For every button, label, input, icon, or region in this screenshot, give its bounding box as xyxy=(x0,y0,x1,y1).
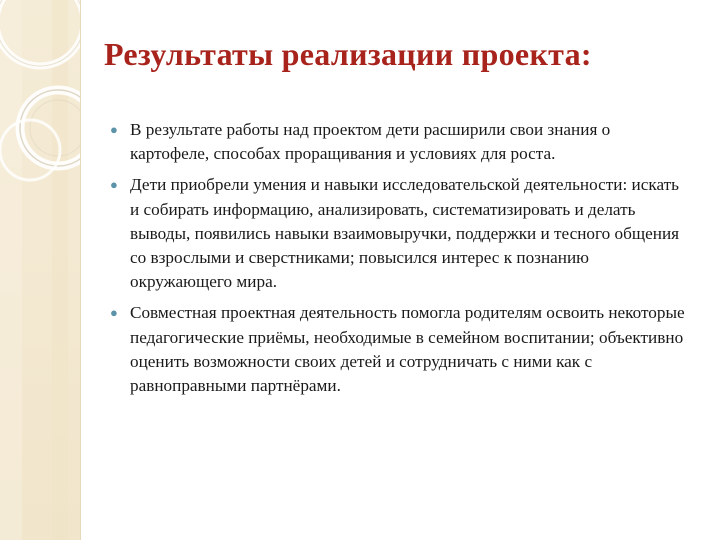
bullet-text: Дети приобрели умения и навыки исследовательской деятельности: искать и собирать информацию, анализировать, систематизировать и делать выводы, появились навыки взаимовыручки, поддержки и тесного общения со взрослыми и сверстниками; повысился интерес к познанию окружающего мира. xyxy=(130,175,680,292)
sidebar-divider xyxy=(80,0,81,540)
bullet-item xyxy=(110,173,690,294)
bullet-dot-icon: ● xyxy=(110,177,118,193)
bullet-item xyxy=(110,301,690,398)
decorative-rings xyxy=(0,0,80,540)
bullet-text: Совместная проектная деятельность помогла родителям освоить некоторые педагогические приёмы, необходимые в семейном воспитании; объективно оценить возможности своих детей и сотрудничать с ними как с равноправными партнёрами. xyxy=(130,303,685,396)
bullet-item xyxy=(110,118,690,166)
bullet-dot-icon: ● xyxy=(110,122,118,137)
bullet-dot-icon: ● xyxy=(110,305,118,321)
bullet-text: В результате работы над проектом дети расширили свои знания о картофеле, способах проращивания и условиях для роста. xyxy=(130,120,611,164)
slide-title: Результаты реализации проекта: xyxy=(104,36,592,72)
decorative-sidebar xyxy=(0,0,80,540)
bullet-list xyxy=(110,118,690,405)
